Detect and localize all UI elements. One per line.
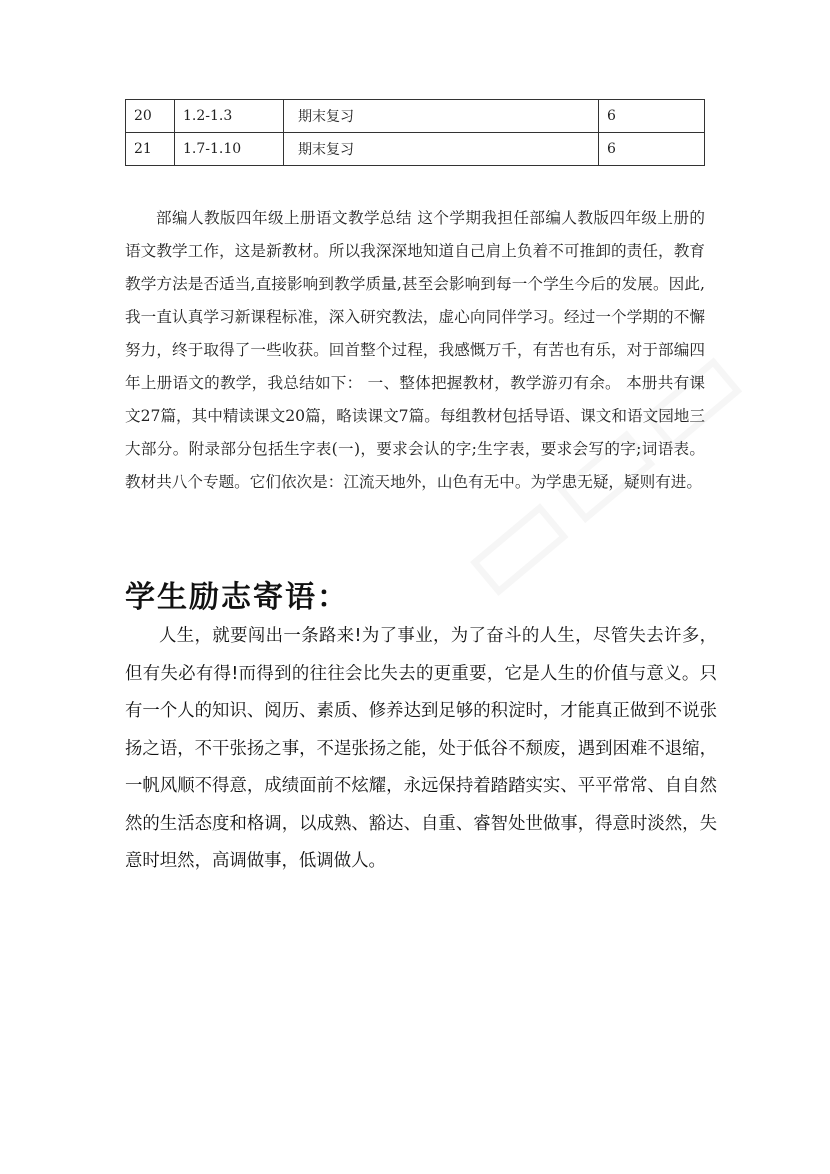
hours-cell: 6: [599, 100, 705, 133]
teaching-summary-paragraph: 部编人教版四年级上册语文教学总结 这个学期我担任部编人教版四年级上册的语文教学工作，这是新教材。所以我深深地知道自己肩上负着不可推卸的责任，教育教学方法是否适当,直接影响到教学质量,甚至会影响到每一个学生今后的发展。因此,我一直认真学习新课程标准，深入研究教法，虚心向同伴学习。经过一个学期的不懈努力，终于取得了一些收获。回首整个过程，我感慨万千，有苦也有乐，对于部编四年上册语文的教学，我总结如下： 一、整体把握教材，教学游刃有余。 本册共有课文27篇，其中精读课文20篇，略读课文7篇。每组教材包括导语、课文和语文园地三大部分。附录部分包括生字表(一)，要求会认的字;生字表，要求会写的字;词语表。教材共八个专题。它们依次是：江流天地外，山色有无中。为学患无疑，疑则有进。: [125, 209, 705, 491]
schedule-table: [125, 99, 705, 166]
week-cell: 20: [126, 100, 175, 133]
week-cell: 21: [126, 133, 175, 166]
content-cell: 期末复习: [284, 100, 599, 133]
table-row: [126, 133, 705, 166]
motto-paragraph: 人生，就要闯出一条路来!为了事业，为了奋斗的人生，尽管失去许多，但有失必有得!而得到的往往会比失去的更重要，它是人生的价值与意义。只有一个人的知识、阅历、素质、修养达到足够的积淀时，才能真正做到不说张扬之语，不干张扬之事，不逞张扬之能，处于低谷不颓废，遇到困难不退缩，一帆风顺不得意，成绩面前不炫耀，永远保持着踏踏实实、平平常常、自自然然的生活态度和格调，以成熟、豁达、自重、睿智处世做事，得意时淡然，失意时坦然，高调做事，低调做人。: [125, 626, 717, 871]
dates-cell: 1.7-1.10: [175, 133, 284, 166]
hours-cell: 6: [599, 133, 705, 166]
dates-cell: 1.2-1.3: [175, 100, 284, 133]
content-cell: 期末复习: [284, 133, 599, 166]
table-row: [126, 100, 705, 133]
motto-heading: 学生励志寄语：: [125, 580, 349, 615]
